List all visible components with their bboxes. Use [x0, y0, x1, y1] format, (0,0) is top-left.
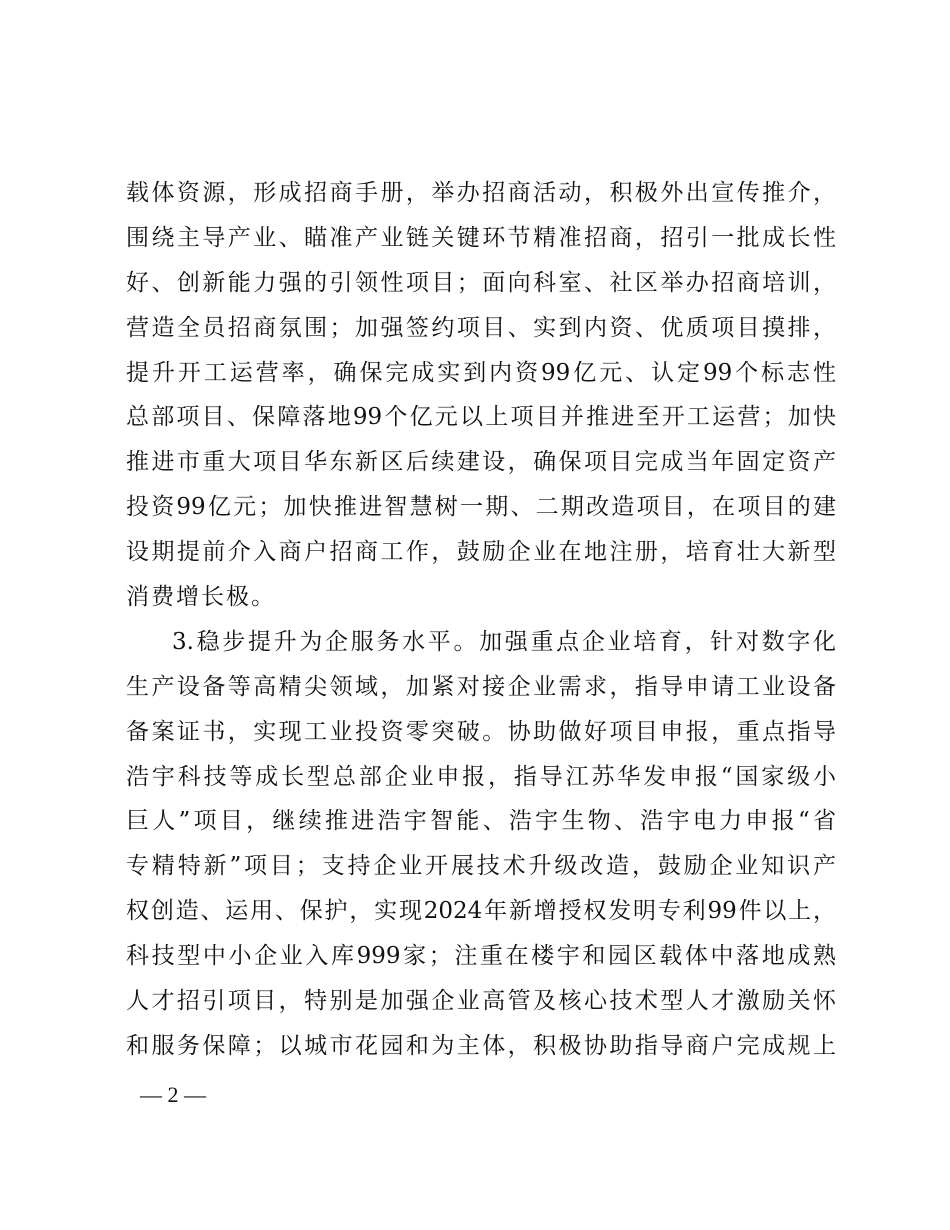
page-number: — 2 — — [140, 1082, 206, 1107]
paragraph-2-line-7: 权创造、运用、保护，实现2024年新增授权发明专利99件以上， — [126, 898, 836, 925]
document-body — [126, 171, 836, 1069]
paragraph-1-line-1: 载体资源，形成招商手册，举办招商活动，积极外出宣传推介， — [126, 180, 836, 206]
paragraph-1-line-2: 围绕主导产业、瞄准产业链关键环节精准招商，招引一批成长性 — [126, 224, 836, 251]
paragraph-1-line-3: 好、创新能力强的引领性项目；面向科室、社区举办招商培训， — [126, 269, 836, 296]
paragraph-2-line-4: 浩宇科技等成长型总部企业申报，指导江苏华发申报“国家级小 — [126, 763, 836, 790]
paragraph-2-line-8: 科技型中小企业入库999家；注重在楼宇和园区载体中落地成熟 — [126, 943, 836, 970]
paragraph-2-line-9: 人才招引项目，特别是加强企业高管及核心技术型人才激励关怀 — [126, 988, 836, 1015]
paragraph-1-line-6: 总部项目、保障落地99个亿元以上项目并推进至开工运营；加快 — [126, 404, 836, 431]
paragraph-1-line-5: 提升开工运营率，确保完成实到内资99亿元、认定99个标志性 — [126, 359, 836, 386]
paragraph-1-line-10: 消费增长极。 — [126, 584, 276, 611]
paragraph-2-line-6: 专精特新”项目；支持企业开展技术升级改造，鼓励企业知识产 — [126, 853, 836, 880]
paragraph-2-line-1: 3.稳步提升为企服务水平。加强重点企业培育，针对数字化 — [172, 628, 836, 655]
paragraph-2-line-2: 生产设备等高精尖领域，加紧对接企业需求，指导申请工业设备 — [126, 673, 836, 700]
paragraph-1-line-8: 投资99亿元；加快推进智慧树一期、二期改造项目，在项目的建 — [126, 494, 836, 521]
paragraph-1-line-9: 设期提前介入商户招商工作，鼓励企业在地注册，培育壮大新型 — [126, 539, 836, 566]
paragraph-1-line-4: 营造全员招商氛围；加强签约项目、实到内资、优质项目摸排， — [126, 314, 836, 341]
paragraph-2-line-10: 和服务保障；以城市花园和为主体，积极协助指导商户完成规上 — [126, 1032, 836, 1059]
paragraph-2-line-3: 备案证书，实现工业投资零突破。协助做好项目申报，重点指导 — [126, 718, 836, 745]
paragraph-1-line-7: 推进市重大项目华东新区后续建设，确保项目完成当年固定资产 — [126, 449, 836, 476]
paragraph-2-line-5: 巨人”项目，继续推进浩宇智能、浩宇生物、浩宇电力申报“省 — [126, 808, 836, 835]
